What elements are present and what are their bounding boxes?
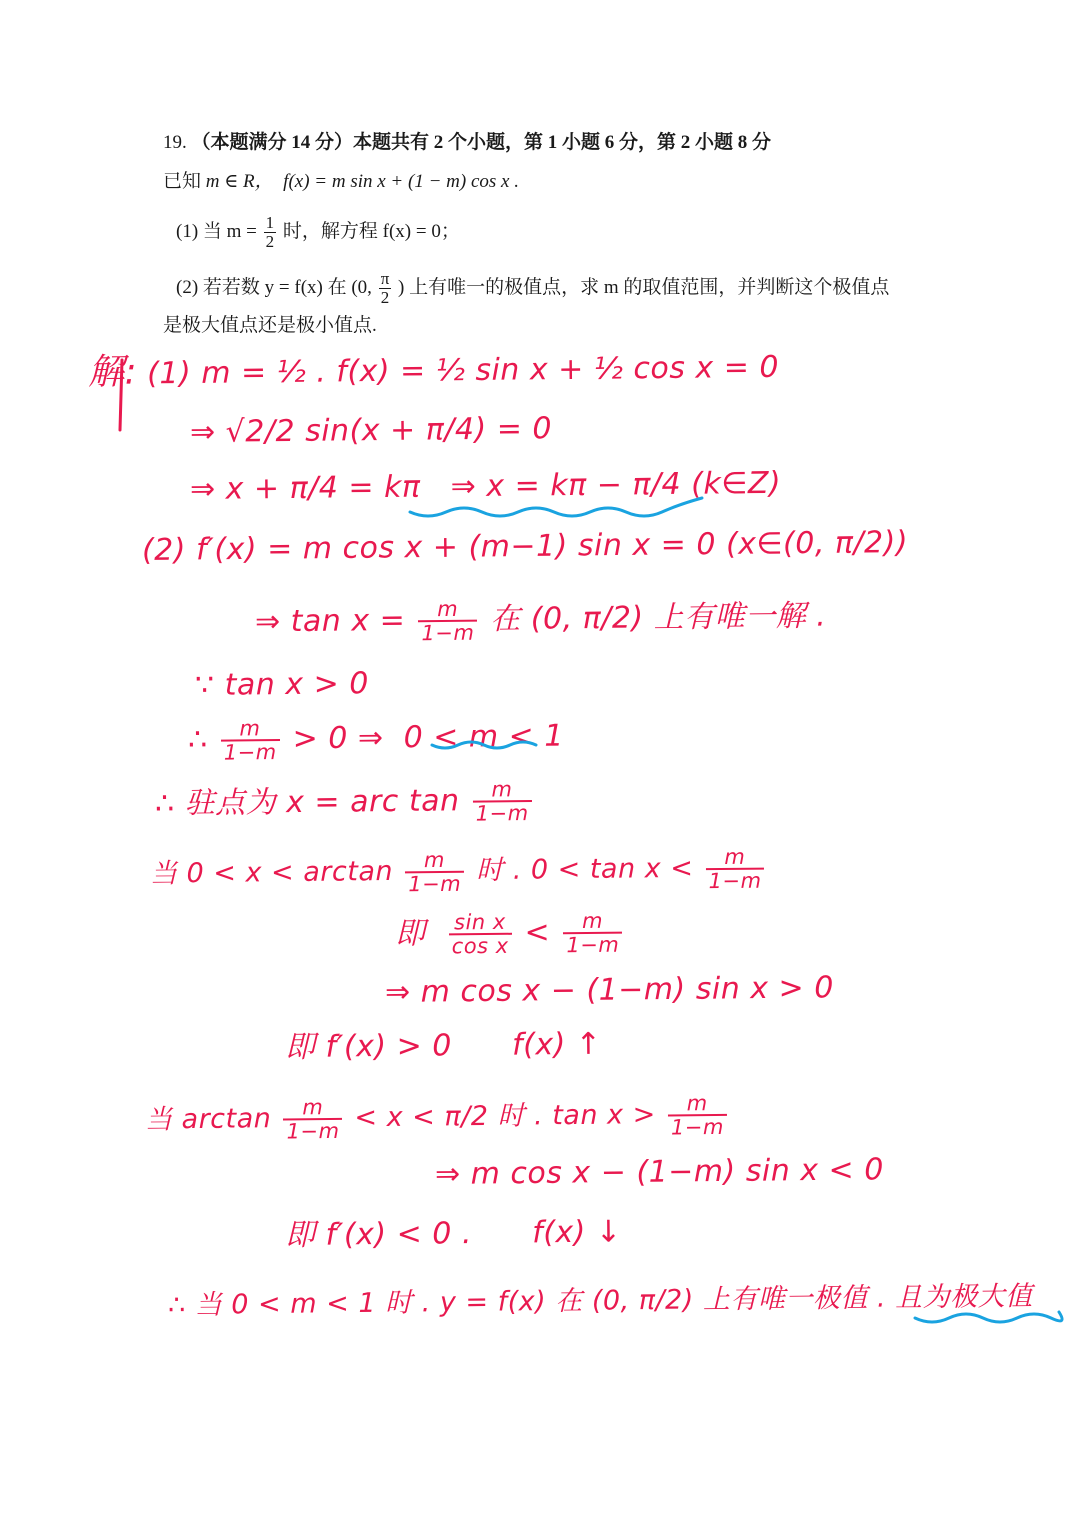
underline-m-range [432, 742, 536, 748]
stationary-point-pre: ∴ 驻点为 x = arc tan [154, 783, 460, 822]
case1-pre: 当 0 < x < arctan [149, 855, 394, 890]
part2-pre: 若若数 y = f(x) 在 (0, [202, 276, 372, 298]
solution-line-6: ∵ tan x > 0 [194, 666, 370, 703]
answer-maximum: 且为极大值 [894, 1280, 1033, 1314]
part1-post: 时，解方程 f(x) = 0； [282, 220, 460, 242]
case1-den-2: 1−m [708, 868, 762, 894]
part2-post: ) 上有唯一的极值点，求 m 的取值范围，并判断这个极值点 [398, 276, 890, 298]
therefore-sign: ∴ [187, 722, 208, 758]
solution-line-14: ⇒ m cos x − (1−m) sin x < 0 [434, 1152, 885, 1192]
stationary-den: 1−m [475, 801, 529, 826]
answer-m-range: 0 < m < 1 [403, 718, 565, 756]
case2-num-1: m [283, 1096, 342, 1121]
derivative-negative: 即 f′(x) < 0 . [284, 1216, 473, 1253]
solution-line-2: ⇒ √2/2 sin(x + π/4) = 0 [189, 411, 553, 450]
tan-eq-num: m [418, 598, 477, 623]
underline-answer-part1 [410, 498, 702, 516]
case2-pre: 当 arctan [144, 1103, 272, 1136]
solution-line-4: (2) f′(x) = m cos x + (m−1) sin x = 0 (x∈(0, π/2)) [141, 524, 909, 568]
given-m: m ∈ R， [205, 171, 274, 192]
solution-line-3a: ⇒ x + π/4 = kπ [189, 469, 421, 507]
tan-eq-post: 在 (0, π/2) 上有唯一解 . [490, 598, 827, 638]
cos-den: cos x [451, 933, 509, 959]
less-than: < [524, 914, 551, 951]
stationary-num: m [472, 778, 531, 803]
part1-pre: 当 m = [202, 220, 257, 242]
decreasing: f(x) ↓ [531, 1214, 622, 1251]
case2-den-2: 1−m [670, 1114, 725, 1140]
case2-mid: < x < π/2 时 . tan x > [354, 1099, 656, 1134]
case1-den-1: 1−m [408, 871, 462, 897]
cond-den: 1−m [223, 740, 277, 765]
part2-frac-den: 2 [380, 288, 390, 307]
problem-header-text: （本题满分 14 分）本题共有 2 个小题，第 1 小题 6 分，第 2 小题 8 分 [191, 132, 772, 153]
part1-frac-den: 2 [265, 232, 275, 251]
increasing: f(x) ↑ [511, 1026, 602, 1063]
conclusion-text: ∴ 当 0 < m < 1 时 . y = f(x) 在 (0, π/2) 上有唯一极值 . [167, 1282, 887, 1321]
tan-eq-pre: ⇒ tan x = [254, 602, 406, 640]
problem-number: 19. [163, 132, 187, 153]
answer-part1: ⇒ x = kπ − π/4 (k∈Z) [450, 465, 782, 505]
case1-num-2: m [705, 846, 764, 871]
case2-den-1: 1−m [286, 1118, 340, 1144]
part2-label: (2) [176, 276, 199, 298]
solution-line-11: ⇒ m cos x − (1−m) sin x > 0 [384, 970, 835, 1010]
part2-frac-num: π [380, 269, 390, 288]
given-function: f(x) = m sin x + (1 − m) cos x . [283, 171, 519, 192]
part1-label: (1) [176, 220, 199, 242]
cond-num: m [220, 717, 279, 742]
case1-ji: 即 [394, 916, 426, 952]
cond-mid: > 0 ⇒ [292, 720, 384, 757]
part1-frac-num: 1 [265, 213, 275, 232]
m-den: 1−m [566, 932, 620, 958]
sin-num: sin x [448, 911, 511, 936]
case1-num-1: m [405, 849, 464, 874]
m-num: m [563, 910, 622, 935]
part2-question-line2: 是极大值点还是极小值点. [163, 315, 377, 336]
solution-mark-stroke [120, 360, 122, 430]
tan-eq-den: 1−m [421, 620, 475, 646]
case1-mid: 时 . 0 < tan x < [475, 852, 694, 887]
case2-num-2: m [668, 1092, 727, 1117]
solution-line-1-text: (1) m = ½ . f(x) = ½ sin x + ½ cos x = 0 [147, 349, 780, 392]
given-prefix: 已知 [163, 171, 202, 192]
solution-mark: 解: [87, 351, 138, 393]
derivative-positive: 即 f′(x) > 0 [284, 1028, 453, 1065]
underline-maximum [915, 1312, 1062, 1322]
